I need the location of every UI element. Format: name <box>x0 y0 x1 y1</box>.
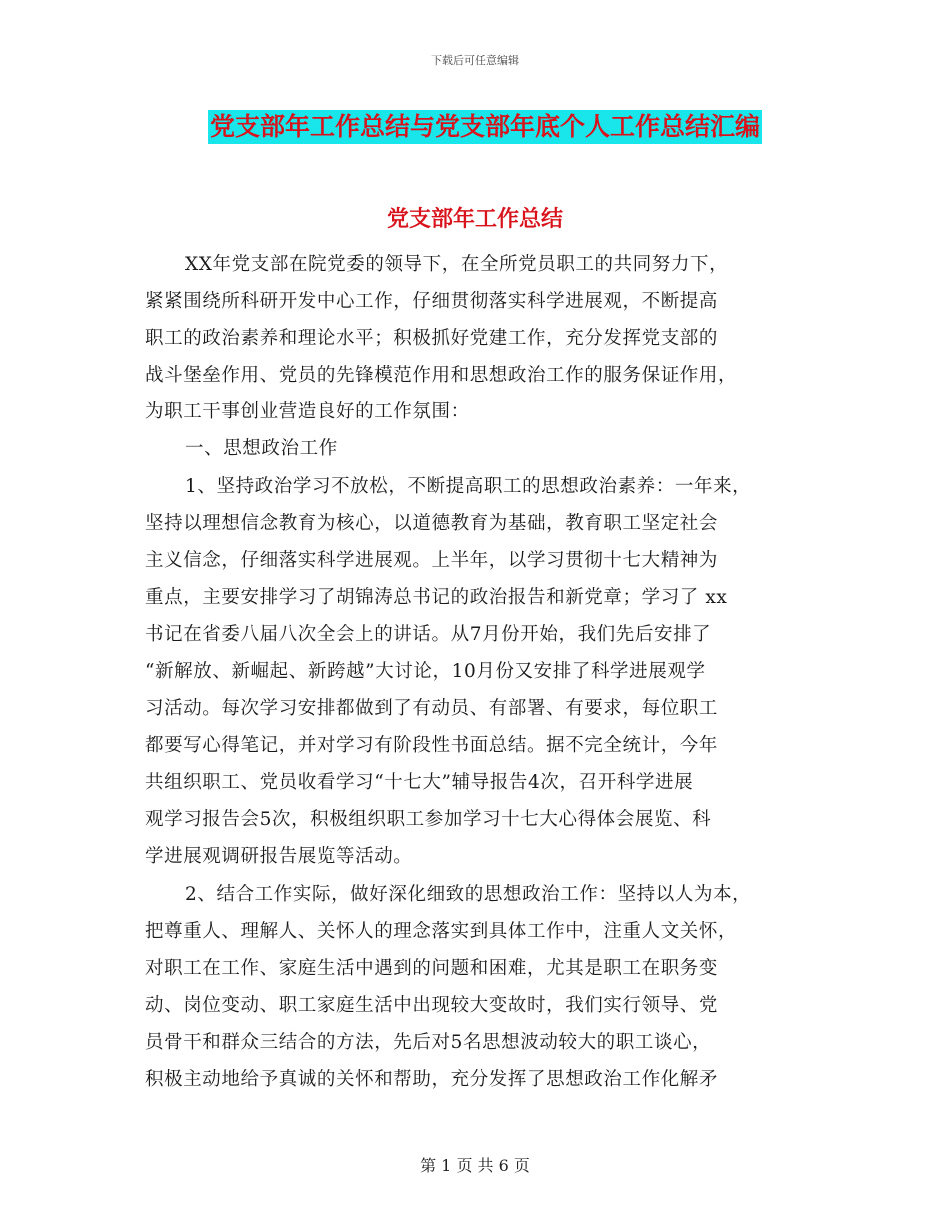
paragraph-line: 动、岗位变动、职工家庭生活中出现较大变故时，我们实行领导、党 <box>145 995 719 1016</box>
paragraph-line: 共组织职工、党员收看学习“十七大”辅导报告4次，召开科学进展 <box>145 772 694 793</box>
paragraph-line: 把尊重人、理解人、关怀人的理念落实到具体工作中，注重人文关怀， <box>145 921 738 942</box>
paragraph-line: 1、坚持政治学习不放松，不断提高职工的思想政治素养：一年来， <box>185 476 752 497</box>
paragraph-line: 2、结合工作实际，做好深化细致的思想政治工作：坚持以人为本， <box>185 884 752 905</box>
paragraph-line: 紧紧围绕所科研开发中心工作，仔细贯彻落实科学进展观，不断提高 <box>145 291 719 312</box>
page-footer: 第 1 页 共 6 页 <box>420 1156 530 1175</box>
paragraph-line: 习活动。每次学习安排都做到了有动员、有部署、有要求，每位职工 <box>145 698 719 719</box>
paragraph-line: 书记在省委八届八次全会上的讲话。从7月份开始，我们先后安排了 <box>145 624 712 645</box>
paragraph-line: 职工的政治素养和理论水平；积极抓好党建工作，充分发挥党支部的 <box>145 328 719 349</box>
paragraph-line: 重点，主要安排学习了胡锦涛总书记的政治报告和新党章；学习了 xx <box>145 587 728 608</box>
paragraph-line: 坚持以理想信念教育为核心，以道德教育为基础，教育职工坚定社会 <box>145 513 719 534</box>
section-title: 党支部年工作总结 <box>386 207 563 232</box>
paragraph-line: “新解放、新崛起、新跨越”大讨论，10月份又安排了科学进展观学 <box>145 661 706 682</box>
paragraph-line: 观学习报告会5次，积极组织职工参加学习十七大心得体会展览、科 <box>145 809 712 830</box>
paragraph-line: 学进展观调研报告展览等活动。 <box>145 846 413 867</box>
paragraph-line: 积极主动地给予真诚的关怀和帮助，充分发挥了思想政治工作化解矛 <box>145 1069 719 1090</box>
header-note: 下载后可任意编辑 <box>431 54 519 67</box>
main-title: 党支部年工作总结与党支部年底个人工作总结汇编 <box>208 110 762 144</box>
paragraph-line: XX年党支部在院党委的领导下，在全所党员职工的共同努力下， <box>185 254 729 275</box>
paragraph-line: 对职工在工作、家庭生活中遇到的问题和困难，尤其是职工在职务变 <box>145 958 719 979</box>
paragraph-line: 都要写心得笔记，并对学习有阶段性书面总结。据不完全统计，今年 <box>145 735 719 756</box>
paragraph-line: 为职工干事创业营造良好的工作氛围： <box>145 401 470 422</box>
paragraph-line: 主义信念，仔细落实科学进展观。上半年，以学习贯彻十七大精神为 <box>145 550 719 571</box>
paragraph-line: 战斗堡垒作用、党员的先锋模范作用和思想政治工作的服务保证作用， <box>145 365 738 386</box>
paragraph-line: 一、思想政治工作 <box>185 438 338 459</box>
paragraph-line: 员骨干和群众三结合的方法，先后对5名思想波动较大的职工谈心， <box>145 1032 712 1053</box>
